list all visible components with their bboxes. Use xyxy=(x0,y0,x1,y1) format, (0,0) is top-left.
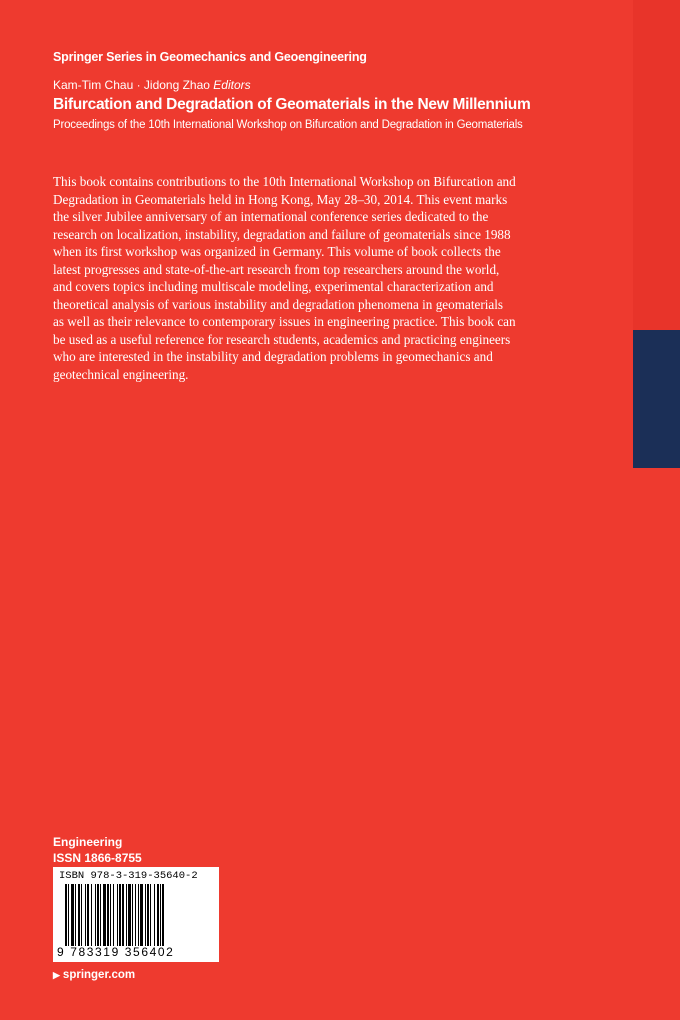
ean-number: 9 783319 356402 xyxy=(57,945,175,959)
barcode-bar xyxy=(81,884,82,946)
editors-line xyxy=(53,78,623,92)
barcode-bar xyxy=(91,884,92,946)
barcode-icon xyxy=(65,884,207,946)
triangle-right-icon: ▶ xyxy=(53,970,60,980)
barcode-bar xyxy=(95,884,96,946)
barcode-bar xyxy=(140,884,143,946)
barcode-bar xyxy=(103,884,106,946)
barcode-bar xyxy=(154,884,155,946)
description-line: Degradation in Geomaterials held in Hong Kong, May 28–30, 2014. This event marks xyxy=(53,191,508,207)
description-line: geotechnical engineering. xyxy=(53,366,189,382)
barcode-bar xyxy=(135,884,136,946)
series-name: Springer Series in Geomechanics and Geoengineering xyxy=(53,50,367,64)
website-link[interactable] xyxy=(53,969,135,981)
barcode-bar xyxy=(65,884,67,946)
description-line: This book contains contributions to the 10th International Workshop on Bifurcation and xyxy=(53,174,516,189)
description-line: research on localization, instability, degradation and failure of geomaterials since 1988 xyxy=(53,226,511,242)
editors-role: Editors xyxy=(213,78,251,92)
barcode-bar xyxy=(75,884,76,946)
barcode-bar xyxy=(87,884,89,946)
barcode-bar xyxy=(157,884,159,946)
barcode-bar xyxy=(100,884,101,946)
spine-band-navy xyxy=(633,330,680,468)
description-line: the silver Jubilee anniversary of an international conference series dedicated to the xyxy=(53,209,489,224)
barcode-bar xyxy=(110,884,111,946)
barcode-bar xyxy=(160,884,161,946)
description-line: and covers topics including multiscale modeling, experimental characterization and xyxy=(53,279,494,294)
barcode-bar xyxy=(97,884,99,946)
cover-footer xyxy=(53,834,142,866)
barcode-bar xyxy=(107,884,109,946)
website-text: springer.com xyxy=(62,969,136,981)
barcode-bar xyxy=(126,884,127,946)
barcode-bar xyxy=(147,884,149,946)
description-line: be used as a useful reference for research students, academics and practicing engineers xyxy=(53,331,511,347)
issn-label: ISSN 1866-8755 xyxy=(53,851,142,865)
book-subtitle: Proceedings of the 10th International Workshop on Bifurcation and Degradation in Geomaterials xyxy=(53,119,523,131)
barcode-bar xyxy=(78,884,80,946)
spine-band-red xyxy=(633,0,680,330)
barcode-bar xyxy=(113,884,114,946)
book-title: Bifurcation and Degradation of Geomaterials in the New Millennium xyxy=(53,96,531,113)
barcode-bar xyxy=(117,884,118,946)
book-description xyxy=(53,173,623,383)
barcode-bar xyxy=(138,884,139,946)
barcode-bar xyxy=(85,884,86,946)
description-line: when its first workshop was organized in Germany. This volume of book collects the xyxy=(53,244,501,259)
barcode-bar xyxy=(68,884,69,946)
barcode-bar xyxy=(132,884,133,946)
subject-label: Engineering xyxy=(53,835,123,849)
description-line: latest progresses and state-of-the-art research from top researchers around the world, xyxy=(53,261,500,277)
editors-names: Kam-Tim Chau · Jidong Zhao xyxy=(53,78,210,92)
barcode-bar xyxy=(150,884,151,946)
barcode-bar xyxy=(119,884,121,946)
description-line: who are interested in the instability and degradation problems in geomechanics and xyxy=(53,349,493,364)
description-line: theoretical analysis of various instability and degradation phenomena in geomaterials xyxy=(53,296,504,312)
cover-header xyxy=(53,50,623,131)
barcode-bar xyxy=(71,884,74,946)
description-line: as well as their relevance to contemporary issues in engineering practice. This book can xyxy=(53,314,516,329)
isbn-text: ISBN 978-3-319-35640-2 xyxy=(59,870,198,882)
barcode-bar xyxy=(145,884,146,946)
barcode-bar xyxy=(162,884,164,946)
isbn-barcode xyxy=(53,867,219,962)
barcode-bar xyxy=(122,884,124,946)
barcode-bar xyxy=(128,884,131,946)
